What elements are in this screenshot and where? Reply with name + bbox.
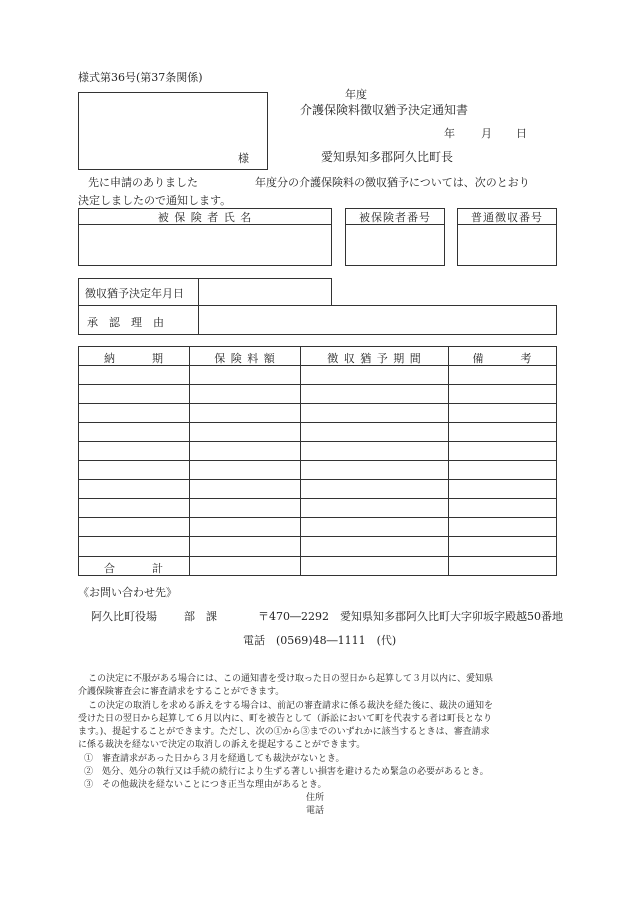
notice-p2: この決定の取消しを求める訴えをする場合は、前記の審査請求に係る裁決を経た後に、裁決の通知を (88, 701, 494, 711)
notice-phone-label: 電話 (306, 806, 325, 816)
notice-p2c: ます。)、提起することができます。ただし、次の①から③までのいずれかに該当するときは、審査請求 (78, 727, 490, 737)
intro-part2: 年度分の介護保険料の徴収猶予については、次のとおり (255, 176, 530, 189)
contact-address: 〒470―2292 愛知県知多郡阿久比町大字卯坂字殿越50番地 (258, 610, 563, 623)
insured-name-box (78, 208, 332, 266)
notice-p2b: 受けた日の翌日から起算して６月以内に、町を被告として（訴訟において町を代表する者は町長となり (78, 714, 493, 724)
notice-item-3: ③ その他裁決を経ないことにつき正当な理由があるとき。 (84, 780, 327, 790)
col-header-remarks: 備 考 (472, 352, 533, 365)
fiscal-year-label: 年度 (345, 88, 367, 101)
insured-number-box (345, 208, 445, 266)
mayor-name: 愛知県知多郡阿久比町長 (321, 150, 454, 164)
notice-item-1: ① 審査請求があった日から３月を経過しても裁決がないとき。 (84, 754, 345, 764)
insured-name-label: 被 保 険 者 氏 名 (157, 211, 253, 224)
contact-office: 阿久比町役場 (91, 610, 157, 623)
contact-phone: 電話 (0569)48―1111 (代) (243, 634, 397, 647)
decision-date-label: 徴収猶予決定年月日 (85, 287, 184, 300)
reason-label: 承 認 理 由 (87, 316, 164, 329)
date-day: 日 (516, 127, 527, 140)
contact-title: 《お問い合わせ先》 (78, 586, 177, 599)
notice-p1b: 介護保険審査会に審査請求をすることができます。 (78, 687, 285, 697)
deferral-table (78, 346, 557, 576)
col-header-period: 徴 収 猶 予 期 間 (327, 352, 422, 365)
ordinary-number-box (457, 208, 557, 266)
total-label: 合 計 (104, 562, 164, 575)
notice-address-label: 住所 (306, 793, 325, 803)
notice-p2d: に係る裁決を経ないで決定の取消しの訴えを提起することができます。 (78, 740, 366, 750)
intro-part1: 先に申請のありました (88, 176, 198, 189)
ordinary-number-label: 普通徴収番号 (471, 211, 543, 224)
notice-p1: この決定に不服がある場合には、この通知書を受け取った日の翌日から起算して３月以内に、愛知県 (88, 674, 494, 684)
col-header-due: 納 期 (104, 352, 164, 365)
date-month: 月 (481, 127, 492, 140)
date-year: 年 (444, 127, 455, 140)
insured-number-label: 被保険者番号 (359, 211, 431, 224)
document-title: 介護保険料徴収猶予決定通知書 (300, 103, 469, 117)
address-box (78, 92, 268, 170)
reason-box (78, 305, 557, 335)
decision-date-box (78, 278, 332, 306)
intro-line2: 決定しましたので通知します。 (78, 194, 232, 207)
notice-item-2: ② 処分、処分の執行又は手続の続行により生ずる著しい損害を避けるため緊急の必要があるとき。 (84, 767, 489, 777)
sama-label: 様 (238, 152, 249, 165)
form-number: 様式第36号(第37条関係) (78, 71, 203, 84)
col-header-amount: 保 険 料 額 (214, 352, 276, 365)
contact-dept: 部 課 (184, 610, 217, 623)
